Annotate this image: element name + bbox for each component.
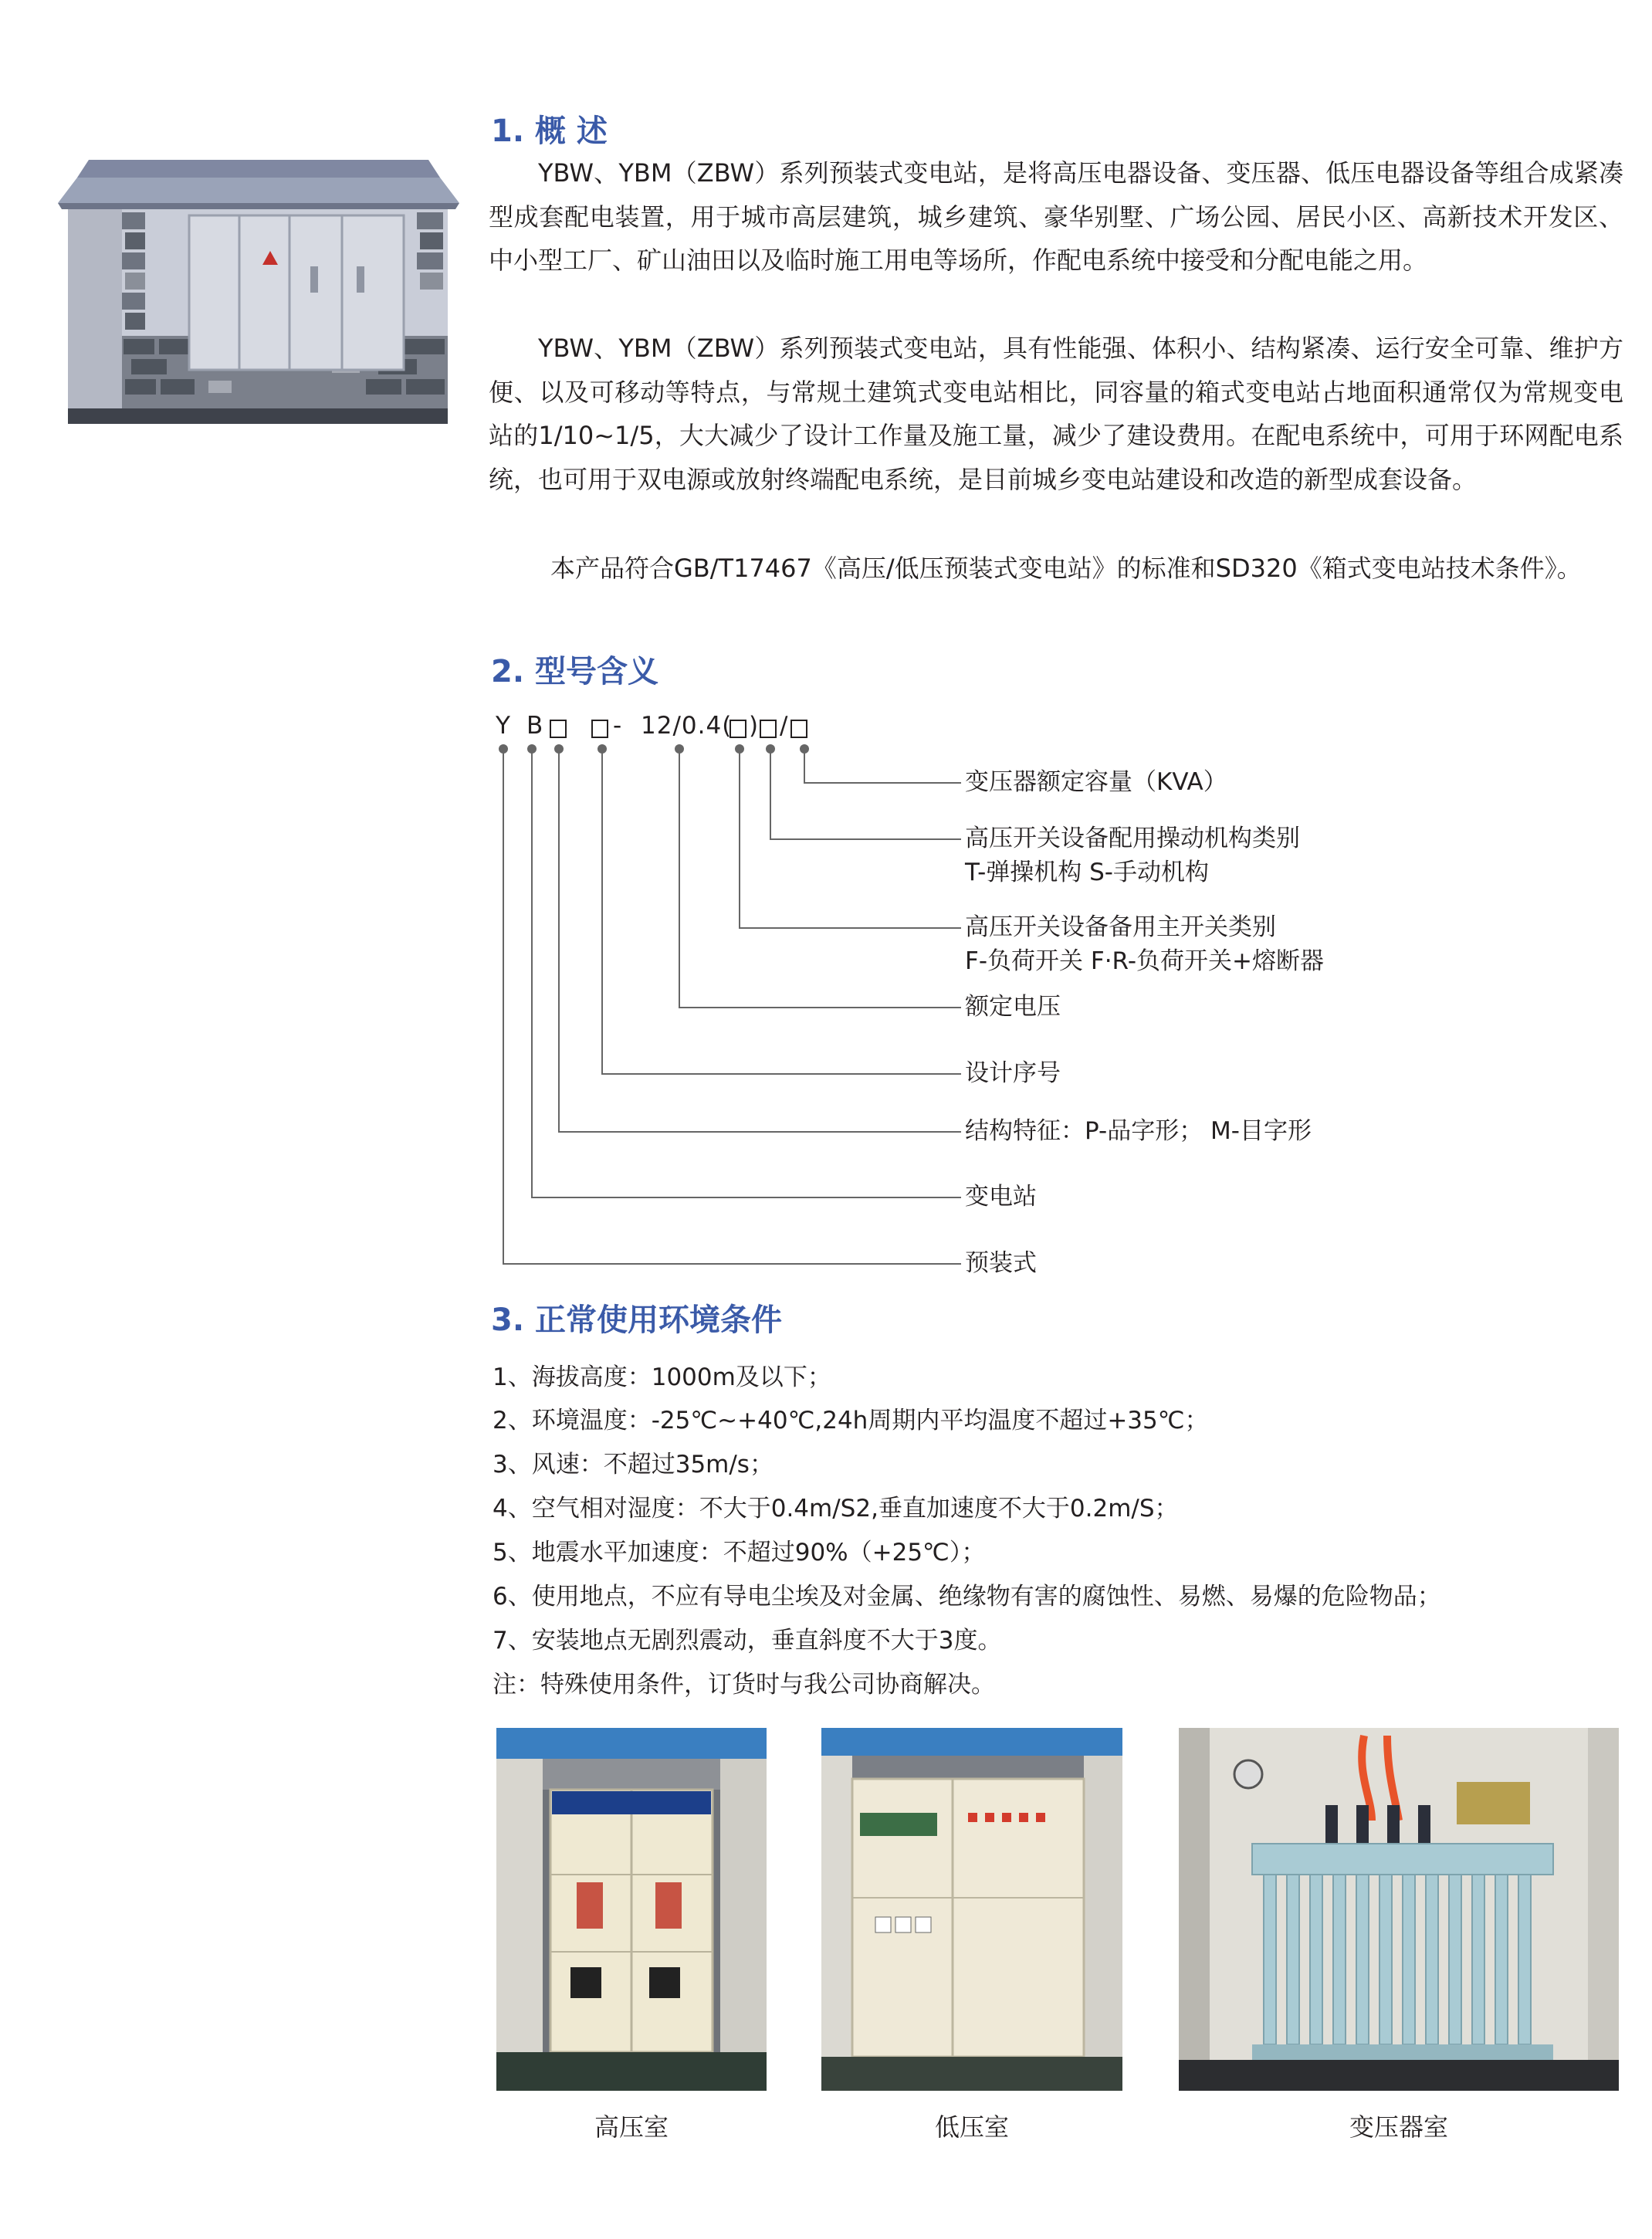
section1-title: 1. 概 述 [491, 113, 608, 149]
high-voltage-room-photo [496, 1728, 767, 2091]
condition-note: 注：特殊使用条件，订货时与我公司协商解决。 [493, 1671, 995, 1699]
condition-item: 7、安装地点无剧烈震动，垂直斜度不大于3度。 [493, 1627, 1002, 1655]
label-rated-voltage: 额定电压 [965, 993, 1061, 1021]
condition-item: 5、地震水平加速度：不超过90%（+25℃）； [493, 1539, 986, 1567]
label-main-switch-types: F-负荷开关 F·R-负荷开关+熔断器 [965, 947, 1324, 975]
label-substation: 变电站 [965, 1183, 1037, 1211]
transformer-room-photo [1179, 1728, 1619, 2091]
condition-item: 3、风速：不超过35m/s； [493, 1451, 774, 1479]
section2-title: 2. 型号含义 [491, 654, 658, 689]
code-close-paren: ) [749, 712, 760, 740]
code-letter-y: Y [496, 712, 511, 740]
section1-paragraph-3-text: 本产品符合GB/T17467《高压/低压预装式变电站》的标准和SD320《箱式变电站技术条件》。 [550, 554, 1582, 583]
label-design-number: 设计序号 [965, 1059, 1061, 1087]
caption-transformer-room: 变压器室 [1349, 2112, 1448, 2142]
condition-item: 6、使用地点，不应有导电尘埃及对金属、绝缘物有害的腐蚀性、易燃、易爆的危险物品； [493, 1583, 1441, 1611]
caption-high-voltage-room: 高压室 [594, 2112, 669, 2142]
section1-paragraph-1-text: YBW、YBM（ZBW）系列预装式变电站，是将高压电器设备、变压器、低压电器设备等组合成紧凑型成套配电装置，用于城市高层建筑，城乡建筑、豪华别墅、广场公园、居民小区、高新技术开发区、中小型工厂、矿山油田以及临时施工用电等场所，作配电系统中接受和分配电能之用。 [489, 158, 1623, 275]
code-voltage: 12/0.4( [641, 712, 733, 740]
condition-item: 2、环境温度：-25℃~+40℃,24h周期内平均温度不超过+35℃； [493, 1407, 1209, 1435]
label-main-switch: 高压开关设备备用主开关类别 [965, 913, 1276, 941]
code-slash: / [780, 712, 789, 740]
code-dash: - [613, 712, 623, 740]
condition-item: 1、海拔高度：1000m及以下； [493, 1363, 831, 1391]
low-voltage-room-photo [821, 1728, 1122, 2091]
section1-paragraph-2-text: YBW、YBM（ZBW）系列预装式变电站，具有性能强、体积小、结构紧凑、运行安全可靠、维护方便、以及可移动等特点，与常规土建筑式变电站相比，同容量的箱式变电站占地面积通常仅为常规变电站的1/10~1/5，大大减少了设计工作量及施工量，减少了建设费用。在配电系统中，可用于环网配电系统，也可用于双电源或放射终端配电系统，是目前城乡变电站建设和改造的新型成套设备。 [489, 334, 1623, 494]
caption-low-voltage-room: 低压室 [934, 2112, 1009, 2142]
code-letter-b: B [526, 712, 544, 740]
label-operating-mechanism-types: T-弹操机构 S-手动机构 [965, 859, 1209, 886]
label-operating-mechanism: 高压开关设备配用操动机构类别 [965, 825, 1300, 852]
label-capacity: 变压器额定容量（KVA） [965, 768, 1227, 796]
section3-title: 3. 正常使用环境条件 [491, 1302, 782, 1338]
label-structure: 结构特征：P-品字形； M-目字形 [965, 1117, 1312, 1145]
label-prefabricated: 预装式 [965, 1249, 1037, 1277]
condition-item: 4、空气相对湿度：不大于0.4m/S2,垂直加速度不大于0.2m/S； [493, 1495, 1179, 1523]
